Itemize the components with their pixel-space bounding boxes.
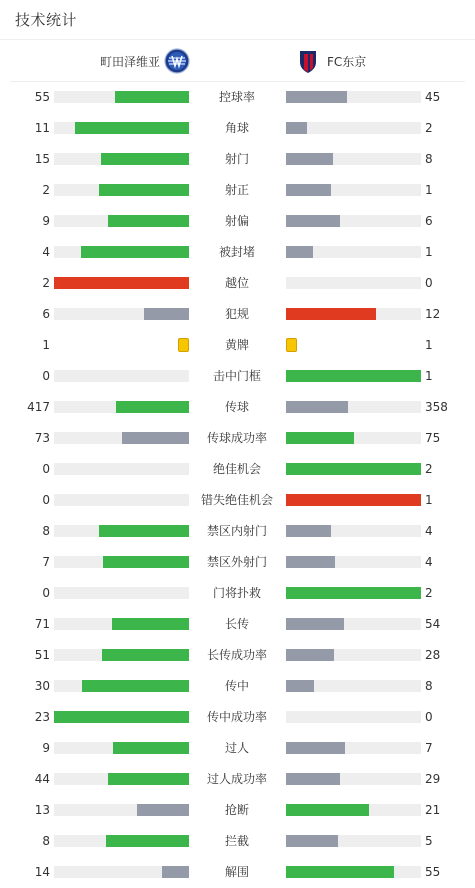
home-value: 51 bbox=[34, 648, 50, 662]
away-bar-track bbox=[286, 649, 421, 661]
stat-row bbox=[0, 268, 475, 299]
stat-row bbox=[0, 826, 475, 857]
home-bar-track bbox=[54, 556, 189, 568]
away-bar-track bbox=[286, 432, 421, 444]
stat-label: 长传成功率 bbox=[206, 648, 267, 662]
home-bar-fill bbox=[116, 401, 189, 413]
stat-row bbox=[0, 857, 475, 888]
yellow-card-icon bbox=[286, 338, 297, 352]
home-bar-track bbox=[54, 122, 189, 134]
away-bar-fill bbox=[286, 556, 335, 568]
stat-row bbox=[0, 671, 475, 702]
home-bar-fill bbox=[102, 649, 189, 661]
home-value: 55 bbox=[34, 90, 50, 104]
stat-row bbox=[0, 113, 475, 144]
home-bar-track bbox=[54, 432, 189, 444]
away-value: 5 bbox=[425, 834, 433, 848]
away-bar-track bbox=[286, 215, 421, 227]
stat-row bbox=[0, 454, 475, 485]
home-value: 1 bbox=[42, 338, 50, 352]
away-value: 2 bbox=[425, 121, 433, 135]
away-bar-fill bbox=[286, 215, 340, 227]
away-value: 8 bbox=[425, 152, 433, 166]
home-bar-track bbox=[54, 680, 189, 692]
away-value: 1 bbox=[425, 183, 433, 197]
away-bar-fill bbox=[286, 463, 421, 475]
home-value: 15 bbox=[34, 152, 50, 166]
home-bar-track bbox=[54, 742, 189, 754]
stat-label: 传中成功率 bbox=[206, 710, 267, 724]
away-bar-track bbox=[286, 246, 421, 258]
away-bar-fill bbox=[286, 91, 347, 103]
stat-label: 过人 bbox=[224, 741, 249, 755]
stat-row bbox=[0, 640, 475, 671]
away-value: 7 bbox=[425, 741, 433, 755]
away-bar-track bbox=[286, 401, 421, 413]
home-value: 44 bbox=[34, 772, 50, 786]
home-bar-fill bbox=[82, 680, 189, 692]
away-bar-fill bbox=[286, 804, 369, 816]
stat-row bbox=[0, 175, 475, 206]
stat-label: 越位 bbox=[224, 276, 249, 290]
home-bar-track bbox=[54, 308, 189, 320]
home-value: 9 bbox=[42, 214, 50, 228]
home-value: 0 bbox=[42, 493, 50, 507]
away-team-name: FC东京 bbox=[327, 54, 367, 69]
away-bar-track bbox=[286, 308, 421, 320]
stat-row bbox=[0, 423, 475, 454]
stat-row bbox=[0, 547, 475, 578]
away-bar-track bbox=[286, 153, 421, 165]
page-title: 技术统计 bbox=[15, 11, 78, 29]
home-bar-track bbox=[54, 401, 189, 413]
stat-label: 绝佳机会 bbox=[212, 462, 261, 476]
away-bar-track bbox=[286, 587, 421, 599]
away-bar-fill bbox=[286, 432, 354, 444]
home-value: 417 bbox=[27, 400, 50, 414]
stat-row bbox=[0, 237, 475, 268]
away-bar-fill bbox=[286, 184, 331, 196]
home-value: 23 bbox=[34, 710, 50, 724]
home-value: 13 bbox=[34, 803, 50, 817]
home-bar-fill bbox=[108, 773, 189, 785]
away-bar-track bbox=[286, 742, 421, 754]
stat-row bbox=[0, 795, 475, 826]
stat-row bbox=[0, 299, 475, 330]
home-bar-track bbox=[54, 525, 189, 537]
home-value: 0 bbox=[42, 462, 50, 476]
home-bar-fill bbox=[103, 556, 189, 568]
away-value: 1 bbox=[425, 369, 433, 383]
stat-label: 过人成功率 bbox=[206, 772, 267, 786]
stat-label: 传球 bbox=[224, 400, 249, 414]
home-bar-fill bbox=[115, 91, 189, 103]
stat-row bbox=[0, 485, 475, 516]
away-value: 54 bbox=[425, 617, 441, 631]
away-value: 8 bbox=[425, 679, 433, 693]
away-bar-track bbox=[286, 277, 421, 289]
away-value: 6 bbox=[425, 214, 433, 228]
home-bar-fill bbox=[99, 525, 189, 537]
stat-label: 拦截 bbox=[224, 834, 249, 848]
home-bar-track bbox=[54, 494, 189, 506]
stat-label: 传球成功率 bbox=[206, 431, 267, 445]
stat-label: 长传 bbox=[224, 617, 249, 631]
stat-label: 射门 bbox=[224, 152, 249, 166]
away-team[interactable] bbox=[295, 47, 366, 75]
home-value: 0 bbox=[42, 586, 50, 600]
home-bar-fill bbox=[162, 866, 189, 878]
away-value: 55 bbox=[425, 865, 441, 879]
away-bar-fill bbox=[286, 835, 338, 847]
away-bar-fill bbox=[286, 525, 331, 537]
stat-row bbox=[0, 702, 475, 733]
away-value: 358 bbox=[425, 400, 448, 414]
away-value: 4 bbox=[425, 524, 433, 538]
home-bar-track bbox=[54, 587, 189, 599]
home-bar-track bbox=[54, 153, 189, 165]
home-bar-fill bbox=[108, 215, 189, 227]
away-bar-fill bbox=[286, 246, 313, 258]
home-bar-fill bbox=[81, 246, 189, 258]
home-value: 7 bbox=[42, 555, 50, 569]
stat-row bbox=[0, 330, 475, 361]
home-bar-track bbox=[54, 618, 189, 630]
stat-row bbox=[0, 206, 475, 237]
stat-label: 射偏 bbox=[224, 214, 249, 228]
home-value: 8 bbox=[42, 524, 50, 538]
away-value: 2 bbox=[425, 586, 433, 600]
away-value: 75 bbox=[425, 431, 441, 445]
away-value: 4 bbox=[425, 555, 433, 569]
stat-row bbox=[0, 516, 475, 547]
stat-label: 错失绝佳机会 bbox=[200, 493, 273, 507]
away-value: 21 bbox=[425, 803, 441, 817]
away-bar-fill bbox=[286, 866, 394, 878]
fc-tokyo-crest-icon bbox=[295, 48, 321, 74]
home-value: 11 bbox=[34, 121, 50, 135]
stat-row bbox=[0, 733, 475, 764]
stat-row bbox=[0, 764, 475, 795]
away-value: 0 bbox=[425, 276, 433, 290]
home-value: 2 bbox=[42, 276, 50, 290]
machida-zelvia-crest-icon bbox=[164, 48, 190, 74]
home-bar-fill bbox=[54, 711, 189, 723]
away-bar-track bbox=[286, 91, 421, 103]
away-bar-track bbox=[286, 618, 421, 630]
away-value: 29 bbox=[425, 772, 441, 786]
away-bar-fill bbox=[286, 153, 333, 165]
home-bar-track bbox=[54, 649, 189, 661]
away-bar-track bbox=[286, 804, 421, 816]
stat-row bbox=[0, 82, 475, 113]
stats-header bbox=[0, 0, 475, 40]
home-bar-fill bbox=[137, 804, 189, 816]
away-value: 2 bbox=[425, 462, 433, 476]
stat-label: 抢断 bbox=[224, 803, 249, 817]
home-bar-fill bbox=[75, 122, 189, 134]
home-bar-track bbox=[54, 184, 189, 196]
away-bar-fill bbox=[286, 308, 376, 320]
stat-label: 禁区内射门 bbox=[206, 524, 267, 538]
home-value: 71 bbox=[34, 617, 50, 631]
home-bar-fill bbox=[122, 432, 189, 444]
home-bar-track bbox=[54, 835, 189, 847]
away-bar-track bbox=[286, 184, 421, 196]
stat-row bbox=[0, 609, 475, 640]
away-bar-fill bbox=[286, 742, 345, 754]
home-bar-track bbox=[54, 711, 189, 723]
stat-label: 门将扑救 bbox=[212, 586, 261, 600]
away-bar-track bbox=[286, 463, 421, 475]
home-value: 6 bbox=[42, 307, 50, 321]
home-bar-track bbox=[54, 246, 189, 258]
away-bar-track bbox=[286, 370, 421, 382]
away-value: 12 bbox=[425, 307, 441, 321]
home-bar-track bbox=[54, 215, 189, 227]
away-value: 45 bbox=[425, 90, 441, 104]
home-bar-fill bbox=[101, 153, 189, 165]
home-value: 9 bbox=[42, 741, 50, 755]
away-bar-fill bbox=[286, 773, 340, 785]
away-bar-track bbox=[286, 556, 421, 568]
stat-label: 解围 bbox=[224, 865, 249, 879]
away-bar-track bbox=[286, 680, 421, 692]
home-bar-track bbox=[54, 866, 189, 878]
away-bar-track bbox=[286, 711, 421, 723]
home-bar-fill bbox=[112, 618, 189, 630]
away-bar-track bbox=[286, 835, 421, 847]
stat-label: 禁区外射门 bbox=[206, 555, 267, 569]
away-bar-fill bbox=[286, 649, 334, 661]
stat-label: 黄牌 bbox=[224, 338, 249, 352]
stat-row bbox=[0, 361, 475, 392]
home-team[interactable] bbox=[100, 47, 190, 75]
home-bar-fill bbox=[54, 277, 189, 289]
stat-label: 犯规 bbox=[224, 307, 249, 321]
away-bar-fill bbox=[286, 122, 307, 134]
stat-row bbox=[0, 578, 475, 609]
home-bar-fill bbox=[113, 742, 189, 754]
away-value: 1 bbox=[425, 338, 433, 352]
away-bar-fill bbox=[286, 587, 421, 599]
away-value: 0 bbox=[425, 710, 433, 724]
home-bar-track bbox=[54, 277, 189, 289]
stat-label: 击中门框 bbox=[212, 369, 261, 383]
stat-label: 角球 bbox=[224, 121, 249, 135]
away-bar-track bbox=[286, 866, 421, 878]
home-value: 14 bbox=[34, 865, 50, 879]
stat-label: 射正 bbox=[224, 183, 249, 197]
away-value: 1 bbox=[425, 493, 433, 507]
home-bar-fill bbox=[144, 308, 189, 320]
home-team-name: 町田泽维亚 bbox=[100, 54, 161, 69]
home-bar-track bbox=[54, 91, 189, 103]
away-bar-fill bbox=[286, 680, 314, 692]
away-value: 28 bbox=[425, 648, 441, 662]
stat-label: 控球率 bbox=[218, 90, 255, 104]
away-bar-fill bbox=[286, 370, 421, 382]
home-bar-fill bbox=[106, 835, 189, 847]
stats-list bbox=[0, 82, 475, 888]
away-bar-track bbox=[286, 494, 421, 506]
stat-label: 被封堵 bbox=[218, 245, 255, 259]
stat-row bbox=[0, 144, 475, 175]
away-bar-fill bbox=[286, 401, 348, 413]
home-value: 0 bbox=[42, 369, 50, 383]
home-value: 73 bbox=[34, 431, 50, 445]
home-bar-track bbox=[54, 773, 189, 785]
home-bar-track bbox=[54, 804, 189, 816]
home-bar-track bbox=[54, 463, 189, 475]
stat-row bbox=[0, 392, 475, 423]
home-value: 4 bbox=[42, 245, 50, 259]
home-value: 30 bbox=[34, 679, 50, 693]
away-bar-track bbox=[286, 525, 421, 537]
home-bar-fill bbox=[99, 184, 189, 196]
home-value: 8 bbox=[42, 834, 50, 848]
home-value: 2 bbox=[42, 183, 50, 197]
away-bar-fill bbox=[286, 618, 344, 630]
stat-label: 传中 bbox=[224, 679, 249, 693]
away-bar-track bbox=[286, 773, 421, 785]
teams-bar bbox=[10, 40, 465, 82]
away-value: 1 bbox=[425, 245, 433, 259]
home-bar-track bbox=[54, 370, 189, 382]
away-bar-fill bbox=[286, 494, 421, 506]
away-bar-track bbox=[286, 122, 421, 134]
